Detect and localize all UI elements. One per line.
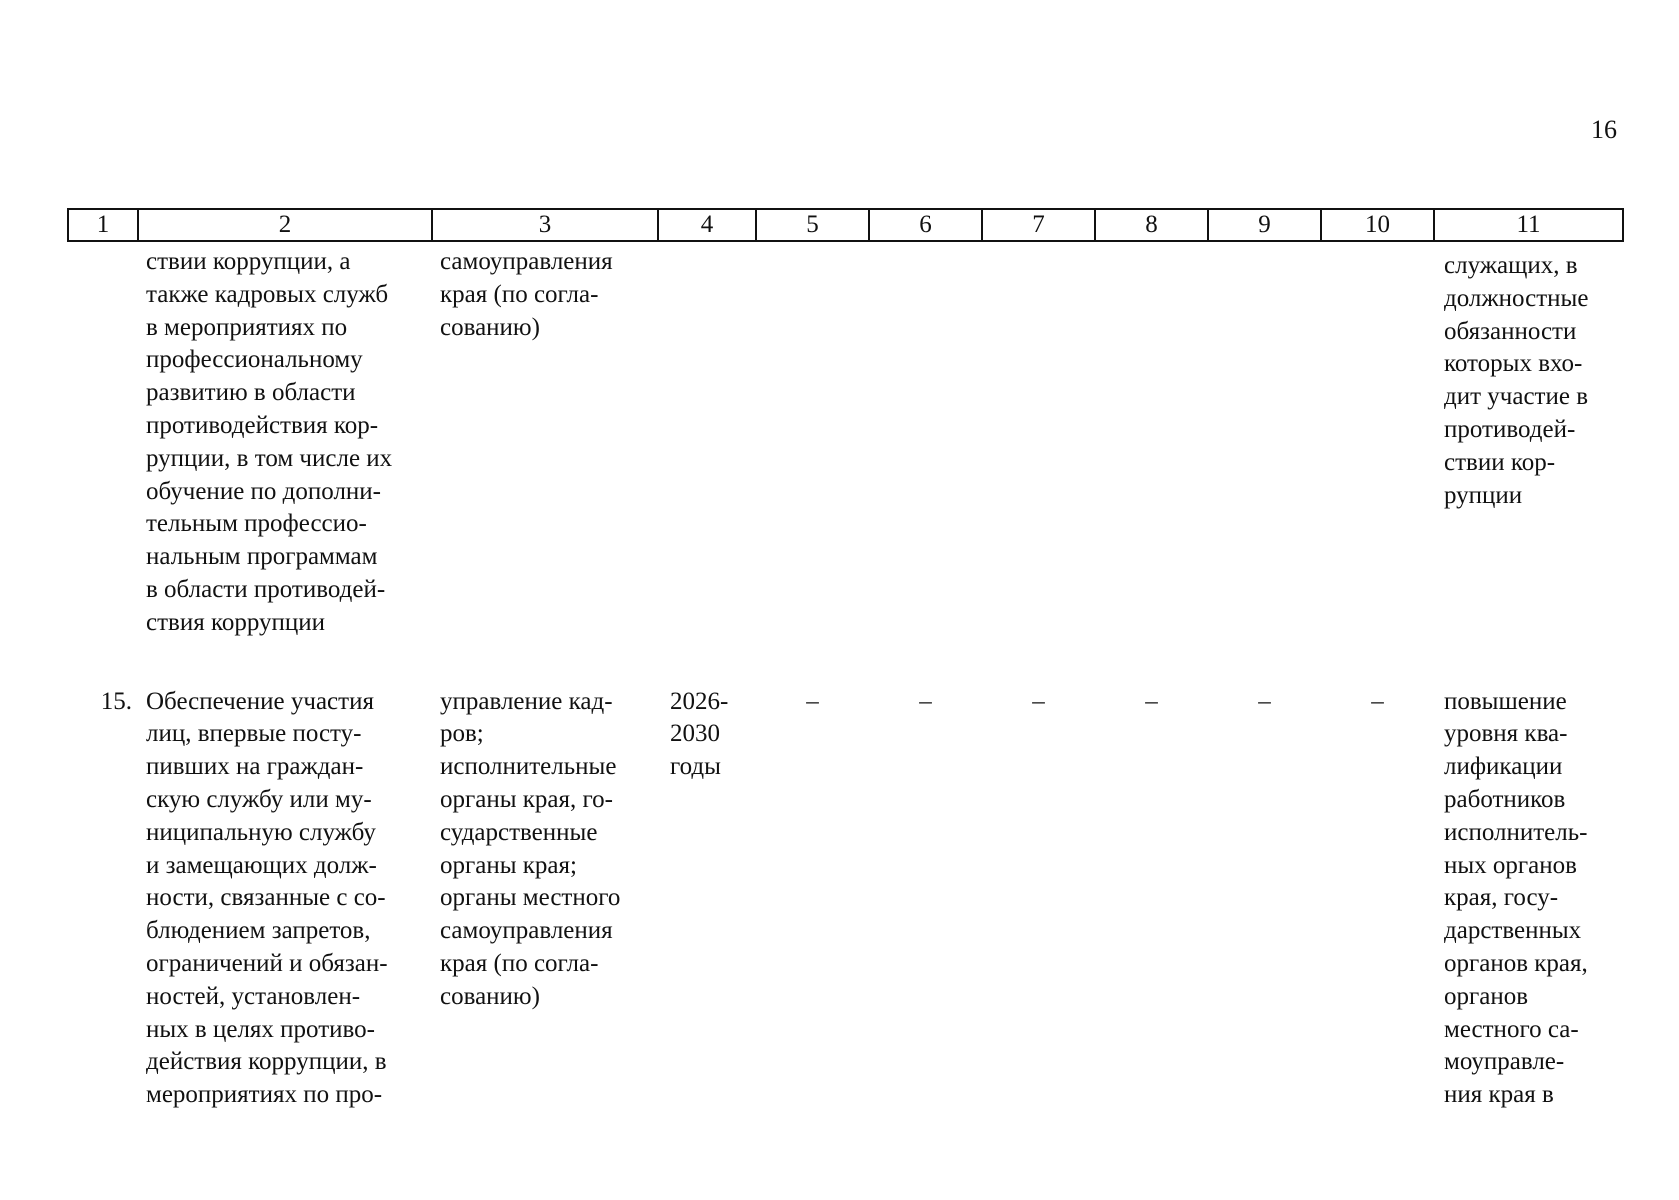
text-line: исполнитель-: [1444, 818, 1588, 846]
text-line: ствии коррупции, а: [146, 248, 351, 275]
continued-col-5: [756, 241, 869, 668]
period-15: [658, 668, 756, 1112]
text-line: повышение: [1444, 687, 1567, 715]
responsible-text-15: [432, 668, 658, 1112]
column-header-3: 3: [432, 209, 658, 241]
text-line: ных органов: [1444, 851, 1577, 879]
text-line: исполнительные: [440, 753, 617, 781]
column-header-1: 1: [68, 209, 138, 241]
column-header-9: 9: [1208, 209, 1321, 241]
text-line: работников: [1444, 785, 1566, 813]
text-line: противодей-: [1444, 415, 1576, 443]
text-line: блюдением запретов,: [146, 917, 371, 945]
text-line: края, госу-: [1444, 884, 1559, 912]
text-line: ных в целях противо-: [146, 1015, 375, 1043]
text-line: сованию): [440, 982, 540, 1010]
funding-col-6: –: [919, 687, 932, 715]
text-line: в мероприятиях по: [146, 313, 348, 341]
column-header-8: 8: [1095, 209, 1208, 241]
text-line: самоуправления: [440, 917, 613, 945]
text-line: 2026-: [670, 687, 729, 715]
measure-text-15: [138, 668, 432, 1112]
text-line: дарственных: [1444, 917, 1582, 945]
column-header-2: 2: [138, 209, 432, 241]
text-line: развитию в области: [146, 379, 356, 407]
text-line: края (по согла-: [440, 280, 599, 308]
text-line: органы местного: [440, 884, 621, 912]
column-header-11: 11: [1434, 209, 1623, 241]
text-line: ствия коррупции: [146, 608, 326, 636]
text-line: пивших на граждан-: [146, 753, 364, 781]
text-line: ниципальную службу: [146, 818, 376, 846]
text-line: сударственные: [440, 818, 598, 846]
continued-col-8: [1095, 241, 1208, 668]
continued-row: [68, 241, 1623, 668]
continued-result-text: [1434, 241, 1623, 668]
column-header-10: 10: [1321, 209, 1434, 241]
continued-col-7: [982, 241, 1095, 668]
text-line: в области противодей-: [146, 575, 386, 603]
column-header-7: 7: [982, 209, 1095, 241]
text-line: мероприятиях по про-: [146, 1081, 383, 1109]
text-line: ров;: [440, 720, 484, 748]
funding-col-5: –: [806, 687, 819, 715]
funding-col-10: –: [1371, 687, 1384, 715]
funding-col-7: –: [1032, 687, 1045, 715]
text-line: ности, связанные с со-: [146, 884, 386, 912]
column-number-header-row: [68, 209, 1623, 241]
text-line: органов: [1444, 982, 1529, 1010]
text-line: моуправле-: [1444, 1048, 1565, 1076]
text-line: уровня ква-: [1444, 720, 1568, 748]
text-line: тельным профессио-: [146, 510, 367, 538]
continued-period: [658, 241, 756, 668]
row-number-15: 15.: [100, 687, 132, 715]
text-line: и замещающих долж-: [146, 851, 377, 879]
text-line: рупции, в том числе их: [146, 444, 393, 472]
text-line: ствии кор-: [1444, 448, 1556, 476]
text-line: противодействия кор-: [146, 411, 379, 439]
text-line: органы края;: [440, 851, 577, 879]
text-line: самоуправления: [440, 248, 613, 275]
continued-row-number: [68, 241, 138, 668]
text-line: обучение по дополни-: [146, 477, 381, 505]
text-line: профессиональному: [146, 346, 363, 374]
column-header-4: 4: [658, 209, 756, 241]
text-line: ограничений и обязан-: [146, 949, 388, 977]
column-header-5: 5: [756, 209, 869, 241]
text-line: нальным программам: [146, 543, 378, 571]
text-line: обязанности: [1444, 317, 1577, 345]
text-line: должностные: [1444, 284, 1589, 312]
text-line: органов края,: [1444, 949, 1588, 977]
text-line: также кадровых служб: [146, 280, 389, 308]
table-row-15: [68, 668, 1623, 1112]
result-text-15: [1434, 668, 1623, 1112]
text-line: лиц, впервые посту-: [146, 720, 362, 748]
page-number: 16: [1591, 115, 1617, 144]
text-line: которых вхо-: [1444, 350, 1583, 378]
text-line: служащих, в: [1444, 252, 1578, 279]
funding-col-8: –: [1145, 687, 1158, 715]
continued-measure-text: [138, 241, 432, 668]
column-header-6: 6: [869, 209, 982, 241]
text-line: годы: [670, 753, 721, 781]
continued-col-9: [1208, 241, 1321, 668]
text-line: органы края, го-: [440, 785, 613, 813]
text-line: сованию): [440, 313, 540, 341]
text-line: лификации: [1444, 753, 1563, 781]
text-line: рупции: [1444, 481, 1523, 509]
text-line: дит участие в: [1444, 383, 1588, 411]
continued-col-6: [869, 241, 982, 668]
text-line: ностей, установлен-: [146, 982, 361, 1010]
funding-col-9: –: [1258, 687, 1271, 715]
text-line: Обеспечение участия: [146, 687, 374, 715]
continued-responsible-text: [432, 241, 658, 668]
text-line: действия коррупции, в: [146, 1048, 387, 1076]
text-line: края (по согла-: [440, 949, 599, 977]
continued-col-10: [1321, 241, 1434, 668]
text-line: местного са-: [1444, 1015, 1579, 1043]
text-line: управление кад-: [440, 687, 613, 715]
text-line: скую службу или му-: [146, 785, 372, 813]
measures-table: [67, 208, 1624, 1112]
text-line: ния края в: [1444, 1081, 1554, 1109]
text-line: 2030: [670, 720, 720, 748]
